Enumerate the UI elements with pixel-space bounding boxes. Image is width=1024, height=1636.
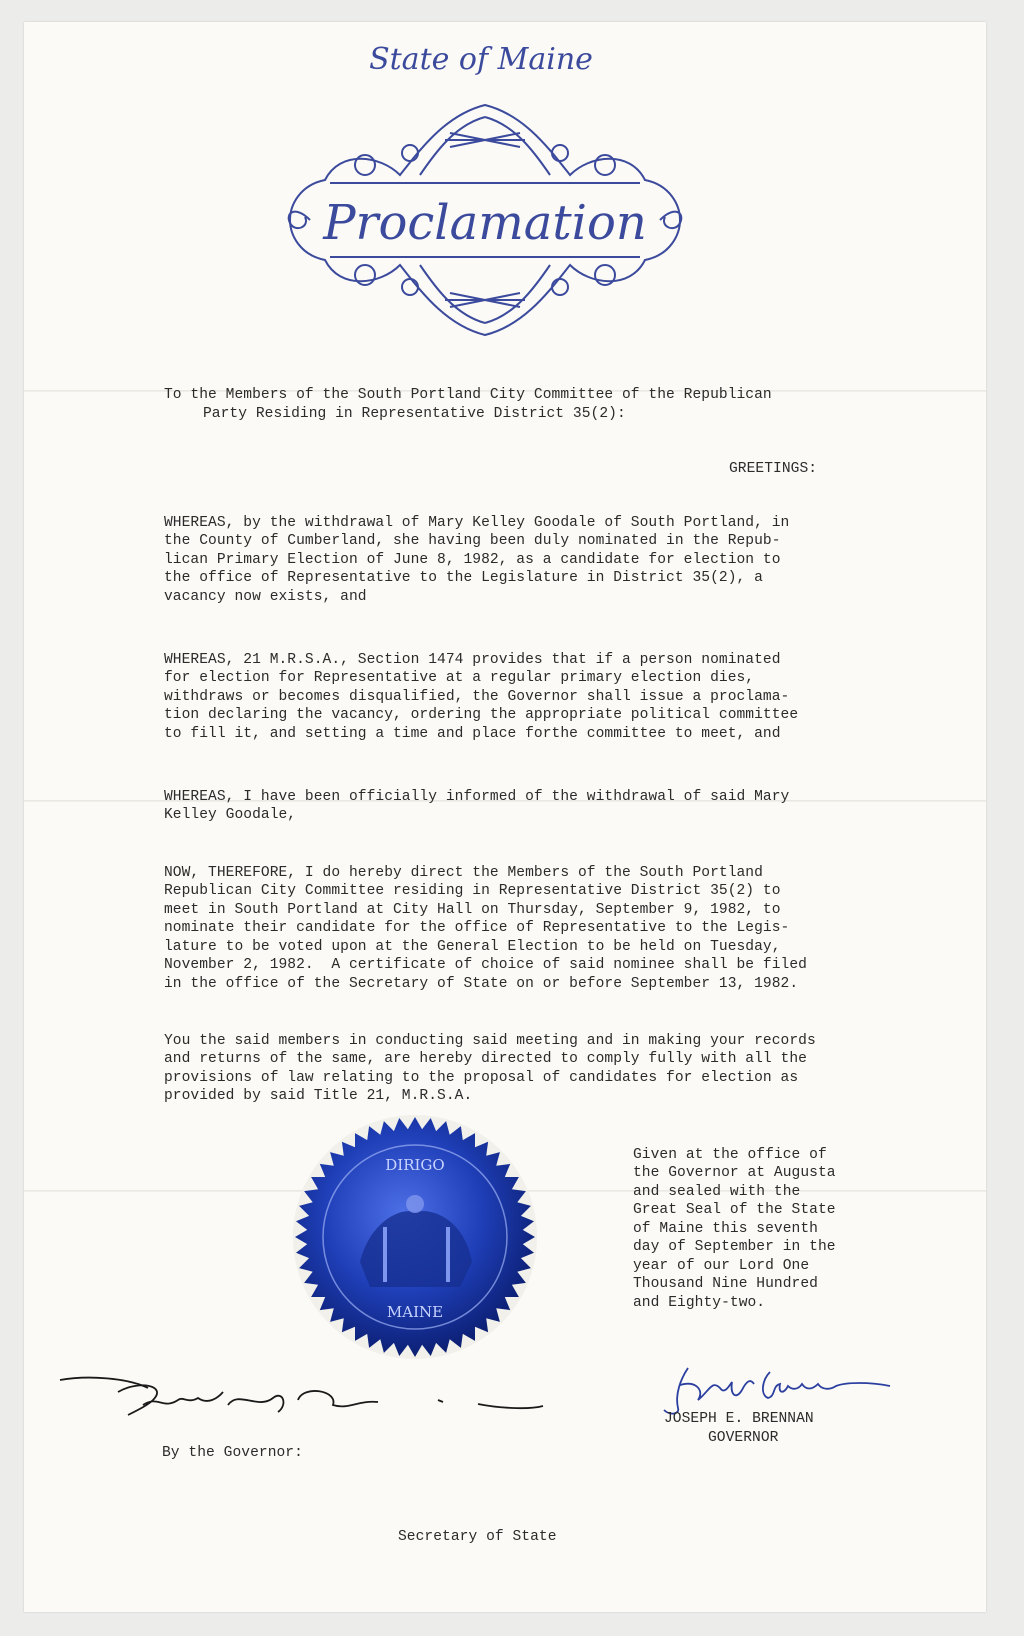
given-line: and Eighty-two. bbox=[633, 1295, 766, 1311]
paragraph-line: provisions of law relating to the proposal of candidates for election as bbox=[164, 1070, 799, 1086]
paragraph-line: lature to be voted upon at the General Election to be held on Tuesday, bbox=[164, 939, 781, 955]
signature-icon bbox=[58, 1370, 548, 1440]
paragraph-line: Republican City Committee residing in Representative District 35(2) to bbox=[164, 883, 781, 899]
paragraph-line: November 2, 1982. A certificate of choice of said nominee shall be filed bbox=[164, 957, 807, 973]
paragraph-line: the County of Cumberland, she having been duly nominated in the Repub- bbox=[164, 533, 781, 549]
paragraph-line: vacancy now exists, and bbox=[164, 589, 367, 605]
given-line: and sealed with the bbox=[633, 1184, 801, 1200]
paragraph-line: tion declaring the vacancy, ordering the appropriate political committee bbox=[164, 707, 799, 723]
proclamation-plaque bbox=[270, 95, 700, 345]
paragraph-line: in the office of the Secretary of State on or before September 13, 1982. bbox=[164, 976, 799, 992]
paragraph-line: the office of Representative to the Legislature in District 35(2), a bbox=[164, 570, 763, 586]
given-line: Great Seal of the State bbox=[633, 1202, 836, 1218]
given-line: year of our Lord One bbox=[633, 1258, 810, 1274]
given-line: Given at the office of bbox=[633, 1147, 827, 1163]
by-governor-label: By the Governor: bbox=[162, 1445, 303, 1461]
seal-bottom-text: MAINE bbox=[386, 1303, 444, 1321]
secretary-signature bbox=[58, 1370, 548, 1440]
given-line: Thousand Nine Hundred bbox=[633, 1276, 818, 1292]
paragraph-line: nominate their candidate for the office of Representative to the Legis- bbox=[164, 920, 790, 936]
given-line: of Maine this seventh bbox=[633, 1221, 818, 1237]
given-line: day of September in the bbox=[633, 1239, 836, 1255]
paragraph-line: WHEREAS, 21 M.R.S.A., Section 1474 provides that if a person nominated bbox=[164, 652, 781, 668]
seal-top-text: DIRIGO bbox=[385, 1156, 445, 1174]
paragraph-line: WHEREAS, by the withdrawal of Mary Kelley Goodale of South Portland, in bbox=[164, 515, 790, 531]
paragraph-line: You the said members in conducting said meeting and in making your records bbox=[164, 1033, 816, 1049]
state-title: State of Maine bbox=[369, 42, 593, 77]
paragraph-line: meet in South Portland at City Hall on Thursday, September 9, 1982, to bbox=[164, 902, 781, 918]
great-seal-icon bbox=[290, 1112, 540, 1362]
proclamation-title: Proclamation bbox=[323, 195, 647, 251]
paragraph-line: NOW, THEREFORE, I do hereby direct the Members of the South Portland bbox=[164, 865, 763, 881]
secretary-label: Secretary of State bbox=[398, 1529, 557, 1545]
paragraph-line: WHEREAS, I have been officially informed of the withdrawal of said Mary bbox=[164, 789, 790, 805]
greeting: GREETINGS: bbox=[729, 461, 818, 477]
governor-name: JOSEPH E. BRENNAN bbox=[664, 1411, 814, 1427]
governor-title: GOVERNOR bbox=[708, 1430, 779, 1446]
paragraph-line: Kelley Goodale, bbox=[164, 807, 297, 823]
seal-graphic bbox=[290, 1112, 540, 1362]
paragraph-line: and returns of the same, are hereby directed to comply fully with all the bbox=[164, 1051, 807, 1067]
addressee-line: Party Residing in Representative District 35(2): bbox=[203, 406, 626, 422]
paragraph-line: provided by said Title 21, M.R.S.A. bbox=[164, 1088, 473, 1104]
given-line: the Governor at Augusta bbox=[633, 1165, 836, 1181]
paragraph-line: lican Primary Election of June 8, 1982, as a candidate for election to bbox=[164, 552, 781, 568]
paragraph-line: to fill it, and setting a time and place forthe committee to meet, and bbox=[164, 726, 781, 742]
paragraph-line: for election for Representative at a regular primary election dies, bbox=[164, 670, 755, 686]
paragraph-line: withdraws or becomes disqualified, the Governor shall issue a proclama- bbox=[164, 689, 790, 705]
addressee-line: To the Members of the South Portland City Committee of the Republican bbox=[164, 387, 772, 403]
